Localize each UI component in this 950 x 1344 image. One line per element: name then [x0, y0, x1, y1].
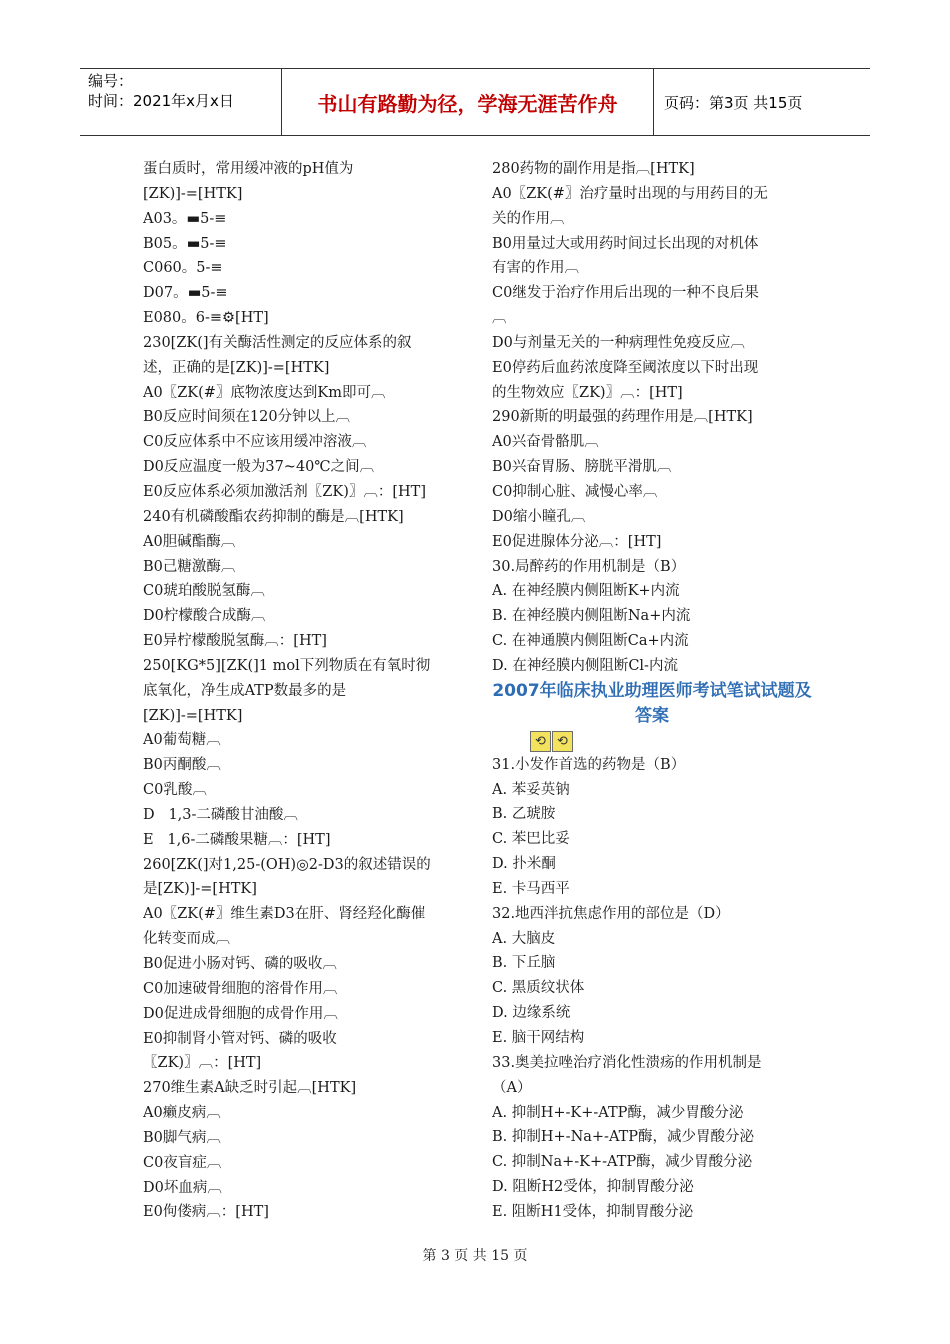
- text-line: C0琥珀酸脱氢酶︹: [143, 583, 265, 600]
- text-line: （A）: [492, 1079, 532, 1096]
- header-meta: [88, 71, 234, 111]
- text-line: C. 黑质纹状体: [492, 980, 585, 997]
- right-column-questions-b: [492, 753, 812, 1225]
- text-line: D. 在神经膜内侧阻断Cl-内流: [492, 657, 678, 674]
- text-line: C0加速破骨细胞的溶骨作用︹: [143, 980, 338, 997]
- text-line: C. 抑制Na+-K+-ATP酶，减少胃酸分泌: [492, 1154, 753, 1171]
- text-line: A0葡萄糖︹: [143, 732, 221, 749]
- right-column: [492, 157, 812, 1225]
- text-line: C0继发于治疗作用后出现的一种不良后果: [492, 285, 759, 302]
- section-title: 2007年临床执业助理医师考试笔试试题及答案: [492, 680, 812, 726]
- text-line: 280药物的副作用是指︹[HTK]: [492, 161, 695, 177]
- text-line: A03。▬5-≡: [143, 210, 227, 227]
- text-line: 240有机磷酸酯农药抑制的酶是︹[HTK]: [143, 508, 404, 525]
- text-line: E0停药后血药浓度降至阈浓度以下时出现: [492, 359, 759, 376]
- text-line: E0反应体系必须加激活剂〖ZK)〗︹：[HT]: [143, 483, 427, 500]
- text-line: B0用量过大或用药时间过长出现的对机体: [492, 235, 759, 252]
- text-line: C0乳酸︹: [143, 782, 207, 799]
- page-footer: 第 3 页 共 15 页: [422, 1248, 528, 1264]
- text-line: 270维生素A缺乏时引起︹[HTK]: [143, 1080, 357, 1097]
- header-page-info: 页码：第3页 共15页: [664, 93, 803, 112]
- exchange-icon[interactable]: ⟲: [530, 731, 551, 752]
- text-line: A0胆碱酯酶︹: [143, 533, 236, 550]
- header-divider-2: [653, 68, 654, 136]
- header-motto: 书山有路勤为径，学海无涯苦作舟: [317, 91, 618, 116]
- text-line: D0促进成骨细胞的成骨作用︹: [143, 1005, 338, 1022]
- text-line: D. 扑米酮: [492, 856, 556, 873]
- text-line: C0夜盲症︹: [143, 1154, 222, 1171]
- text-line: 260[ZK(]对1,25-(OH)◎2-D3的叙述错误的: [143, 856, 431, 873]
- text-line: 化转变而成︹: [143, 931, 230, 948]
- text-line: C0抑制心脏、减慢心率︹: [492, 483, 658, 500]
- text-line: B05。▬5-≡: [143, 235, 227, 252]
- text-line: E0异柠檬酸脱氢酶︹：[HT]: [143, 633, 327, 650]
- text-line: B. 抑制H+-Na+-ATP酶，减少胃酸分泌: [492, 1129, 755, 1146]
- text-line: E0促进腺体分泌︹：[HT]: [492, 533, 662, 550]
- text-line: B. 乙琥胺: [492, 806, 556, 823]
- text-line: D 1,3-二磷酸甘油酸︹: [143, 806, 298, 823]
- text-line: C060。5-≡: [143, 260, 223, 277]
- text-line: A0兴奋骨骼肌︹: [492, 434, 599, 451]
- text-line: D0缩小瞳孔︹: [492, 508, 586, 525]
- text-line: ︹: [492, 310, 507, 327]
- code-label: 编号：: [88, 72, 134, 90]
- text-line: 述，正确的是[ZK)]-=[HTK]: [143, 359, 330, 376]
- right-column-questions-a: [492, 157, 812, 679]
- text-line: 的生物效应〖ZK)〗︹：[HT]: [492, 384, 683, 401]
- text-line: 250[KG*5][ZK(]1 mol下列物质在有氧时彻: [143, 657, 431, 674]
- text-line: C0反应体系中不应该用缓冲溶液︹: [143, 434, 367, 451]
- text-line: 是[ZK)]-=[HTK]: [143, 881, 257, 898]
- text-line: B0兴奋胃肠、膀胱平滑肌︹: [492, 459, 672, 476]
- text-line: [ZK)]-=[HTK]: [143, 185, 243, 202]
- text-line: A0〖ZK(#〗维生素D3在肝、肾经羟化酶催: [143, 906, 426, 923]
- text-line: B. 下丘脑: [492, 955, 556, 972]
- text-line: 290新斯的明最强的药理作用是︹[HTK]: [492, 409, 753, 426]
- text-line: 31.小发作首选的药物是（B）: [492, 756, 686, 773]
- text-line: D0柠檬酸合成酶︹: [143, 608, 266, 625]
- text-line: D0与剂量无关的一种病理性免疫反应︹: [492, 334, 745, 351]
- text-line: C. 苯巴比妥: [492, 831, 570, 848]
- text-line: D07。▬5-≡: [143, 285, 228, 302]
- text-line: B0己糖激酶︹: [143, 558, 236, 575]
- text-line: 底氧化，净生成ATP数最多的是: [143, 682, 347, 699]
- text-line: 230[ZK(]有关酶活性测定的反应体系的叙: [143, 334, 412, 351]
- text-line: B0促进小肠对钙、磷的吸收︹: [143, 956, 337, 972]
- text-line: E. 阻断H1受体，抑制胃酸分泌: [492, 1203, 694, 1220]
- text-line: A. 大脑皮: [492, 930, 556, 947]
- text-line: 33.奥美拉唑治疗消化性溃疡的作用机制是: [492, 1054, 762, 1071]
- text-line: D. 阻断H2受体，抑制胃酸分泌: [492, 1179, 694, 1196]
- text-line: A. 在神经膜内侧阻断K+内流: [492, 583, 680, 600]
- time-label: 时间：2021年x月x日: [88, 92, 234, 110]
- text-line: A0〖ZK(#〗底物浓度达到Km即可︹: [143, 384, 386, 401]
- text-line: 〖ZK)〗︹：[HT]: [143, 1055, 262, 1072]
- text-line: B0反应时间须在120分钟以上︹: [143, 409, 351, 426]
- toolbar-icons: [492, 729, 812, 753]
- text-line: A0癞皮病︹: [143, 1105, 221, 1122]
- text-line: A0〖ZK(#〗治疗量时出现的与用药目的无: [492, 185, 768, 202]
- text-line: [ZK)]-=[HTK]: [143, 707, 243, 724]
- text-line: 32.地西泮抗焦虑作用的部位是（D）: [492, 905, 730, 922]
- text-line: D. 边缘系统: [492, 1005, 571, 1022]
- text-line: A. 苯妥英钠: [492, 781, 570, 798]
- text-line: E080。6-≡⚙[HT]: [143, 310, 269, 327]
- text-line: C. 在神通膜内侧阻断Ca+内流: [492, 633, 689, 650]
- text-line: D0坏血病︹: [143, 1179, 222, 1196]
- text-line: 蛋白质时，常用缓冲液的pH值为: [143, 161, 354, 177]
- text-line: E. 脑干网结构: [492, 1030, 585, 1046]
- text-line: A. 抑制H+-K+-ATP酶，减少胃酸分泌: [492, 1104, 744, 1121]
- text-line: E. 卡马西平: [492, 880, 570, 897]
- text-line: 30.局醉药的作用机制是（B）: [492, 558, 686, 575]
- text-line: B0丙酮酸︹: [143, 757, 221, 774]
- text-line: E 1,6-二磷酸果糖︹：[HT]: [143, 831, 331, 848]
- text-line: B. 在神经膜内侧阻断Na+内流: [492, 608, 691, 625]
- text-line: 关的作用︹: [492, 210, 565, 227]
- text-line: E0抑制肾小管对钙、磷的吸收: [143, 1030, 337, 1047]
- text-line: D0反应温度一般为37~40℃之间︹: [143, 459, 375, 476]
- text-line: 有害的作用︹: [492, 260, 579, 277]
- page-header: [80, 68, 870, 136]
- exchange-icon[interactable]: ⟲: [552, 731, 573, 752]
- text-line: E0佝偻病︹：[HT]: [143, 1204, 269, 1221]
- left-column: [143, 157, 468, 1225]
- text-line: B0脚气病︹: [143, 1129, 221, 1146]
